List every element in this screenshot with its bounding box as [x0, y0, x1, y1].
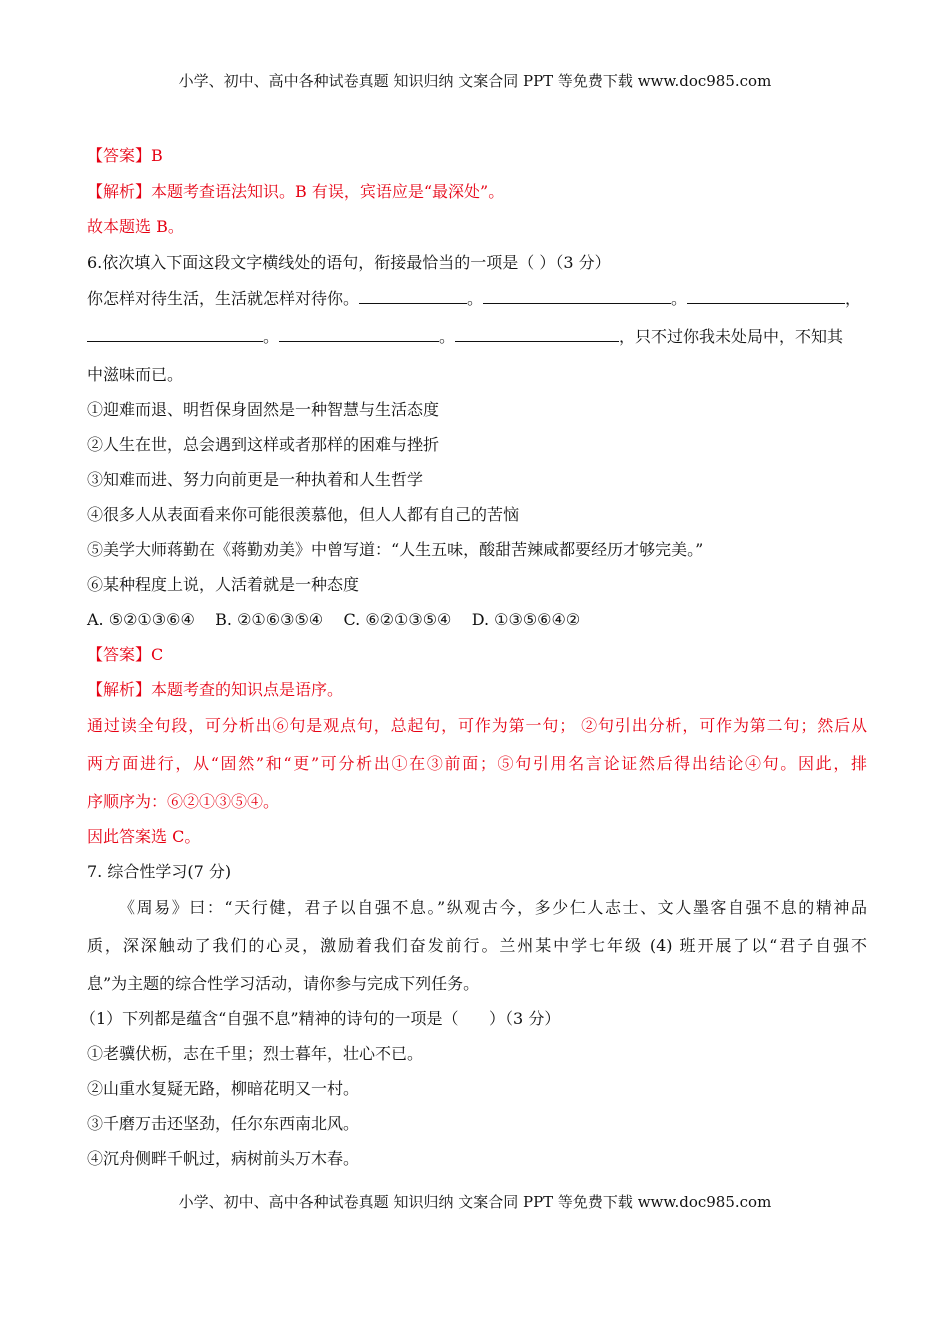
q6-option-1: ①迎难而退、明哲保身固然是一种智慧与生活态度	[87, 400, 440, 419]
q6-conclusion: 因此答案选 C。	[87, 827, 201, 846]
page-header: 小学、初中、高中各种试卷真题 知识归纳 文案合同 PPT 等免费下载 www.doc985.com	[178, 72, 772, 90]
q6-option-2: ②人生在世，总会遇到这样或者那样的困难与挫折	[87, 435, 440, 454]
q6-option-3: ③知难而进、努力向前更是一种执着和人生哲学	[87, 470, 424, 489]
q7-para-line-3: 息”为主题的综合性学习活动，请你参与完成下列任务。	[87, 974, 480, 993]
q6-explain-line-1: 通过读全句段，可分析出⑥句是观点句，总起句，可作为第一句； ②句引出分析，可作为第二句；然后从	[87, 716, 867, 735]
q7-poem-2: ②山重水复疑无路，柳暗花明又一村。	[87, 1079, 360, 1098]
q6-passage-line-2: 。 。 ，只不过你我未处局中，不知其	[87, 326, 867, 348]
q6-blank-3	[687, 288, 845, 304]
q6-explain-line-3: 序顺序为：⑥②①③⑤④。	[87, 792, 280, 811]
q5-analysis-text: 本题考查语法知识。B 有误，宾语应是“最深处”。	[151, 182, 505, 201]
q6-option-4: ④很多人从表面看来你可能很羡慕他，但人人都有自己的苦恼	[87, 505, 520, 524]
q6-explain-line-2: 两方面进行，从“固然”和“更”可分析出①在③前面；⑤句引用名言论证然后得出结论④句。因此，排	[87, 754, 867, 773]
q6-passage-start: 你怎样对待生活，生活就怎样对待你。	[87, 289, 360, 308]
q5-analysis-tag: 【解析】	[87, 182, 152, 201]
q6-blank-6	[455, 326, 619, 342]
q7-para-line-1: 《周易》曰：“天行健，君子以自强不息。”纵观古今，多少仁人志士、文人墨客自强不息的精神品	[119, 898, 867, 917]
q6-blank-4	[87, 326, 263, 342]
q7-title: 7. 综合性学习(7 分)	[87, 862, 232, 881]
q6-blank-5	[279, 326, 439, 342]
q5-analysis	[87, 181, 867, 203]
q6-blank-2	[483, 288, 671, 304]
q6-passage-line-1: 你怎样对待生活，生活就怎样对待你。 。 。 ，	[87, 289, 862, 308]
q7-poem-3: ③千磨万击还坚劲，任尔东西南北风。	[87, 1114, 360, 1133]
q6-analysis	[87, 679, 867, 701]
q6-passage-end-a: ，只不过你我未处局中，不知其	[619, 327, 844, 346]
q6-analysis-text: 本题考查的知识点是语序。	[151, 680, 344, 699]
q6-passage-end-b: 中滋味而已。	[87, 365, 184, 384]
page-footer: 小学、初中、高中各种试卷真题 知识归纳 文案合同 PPT 等免费下载 www.doc985.com	[178, 1193, 772, 1211]
q5-conclusion: 故本题选 B。	[87, 217, 184, 236]
q6-option-5: ⑤美学大师蒋勤在《蒋勤劝美》中曾写道：“人生五味，酸甜苦辣咸都要经历才够完美。”	[87, 540, 704, 559]
q7-sub-question-1: （1）下列都是蕴含“自强不息”精神的诗句的一项是（ ）（3 分）	[80, 1009, 561, 1028]
q7-poem-4: ④沉舟侧畔千帆过，病树前头万木春。	[87, 1149, 360, 1168]
q6-stem: 6.依次填入下面这段文字横线处的语句，衔接最恰当的一项是（ ）（3 分）	[87, 253, 611, 272]
q6-choices: A. ⑤②①③⑥④ B. ②①⑥③⑤④ C. ⑥②①③⑤④ D. ①③⑤⑥④②	[87, 610, 581, 629]
q7-poem-1: ①老骥伏枥，志在千里；烈士暮年，壮心不已。	[87, 1044, 424, 1063]
q6-option-6: ⑥某种程度上说，人活着就是一种态度	[87, 575, 360, 594]
q6-blank-1	[359, 288, 467, 304]
q5-answer: 【答案】B	[87, 146, 163, 165]
q6-analysis-tag: 【解析】	[87, 680, 152, 699]
q6-answer: 【答案】C	[87, 645, 164, 664]
q7-para-line-2: 质，深深触动了我们的心灵，激励着我们奋发前行。兰州某中学七年级 (4) 班开展了以“君子自强不	[87, 936, 867, 955]
